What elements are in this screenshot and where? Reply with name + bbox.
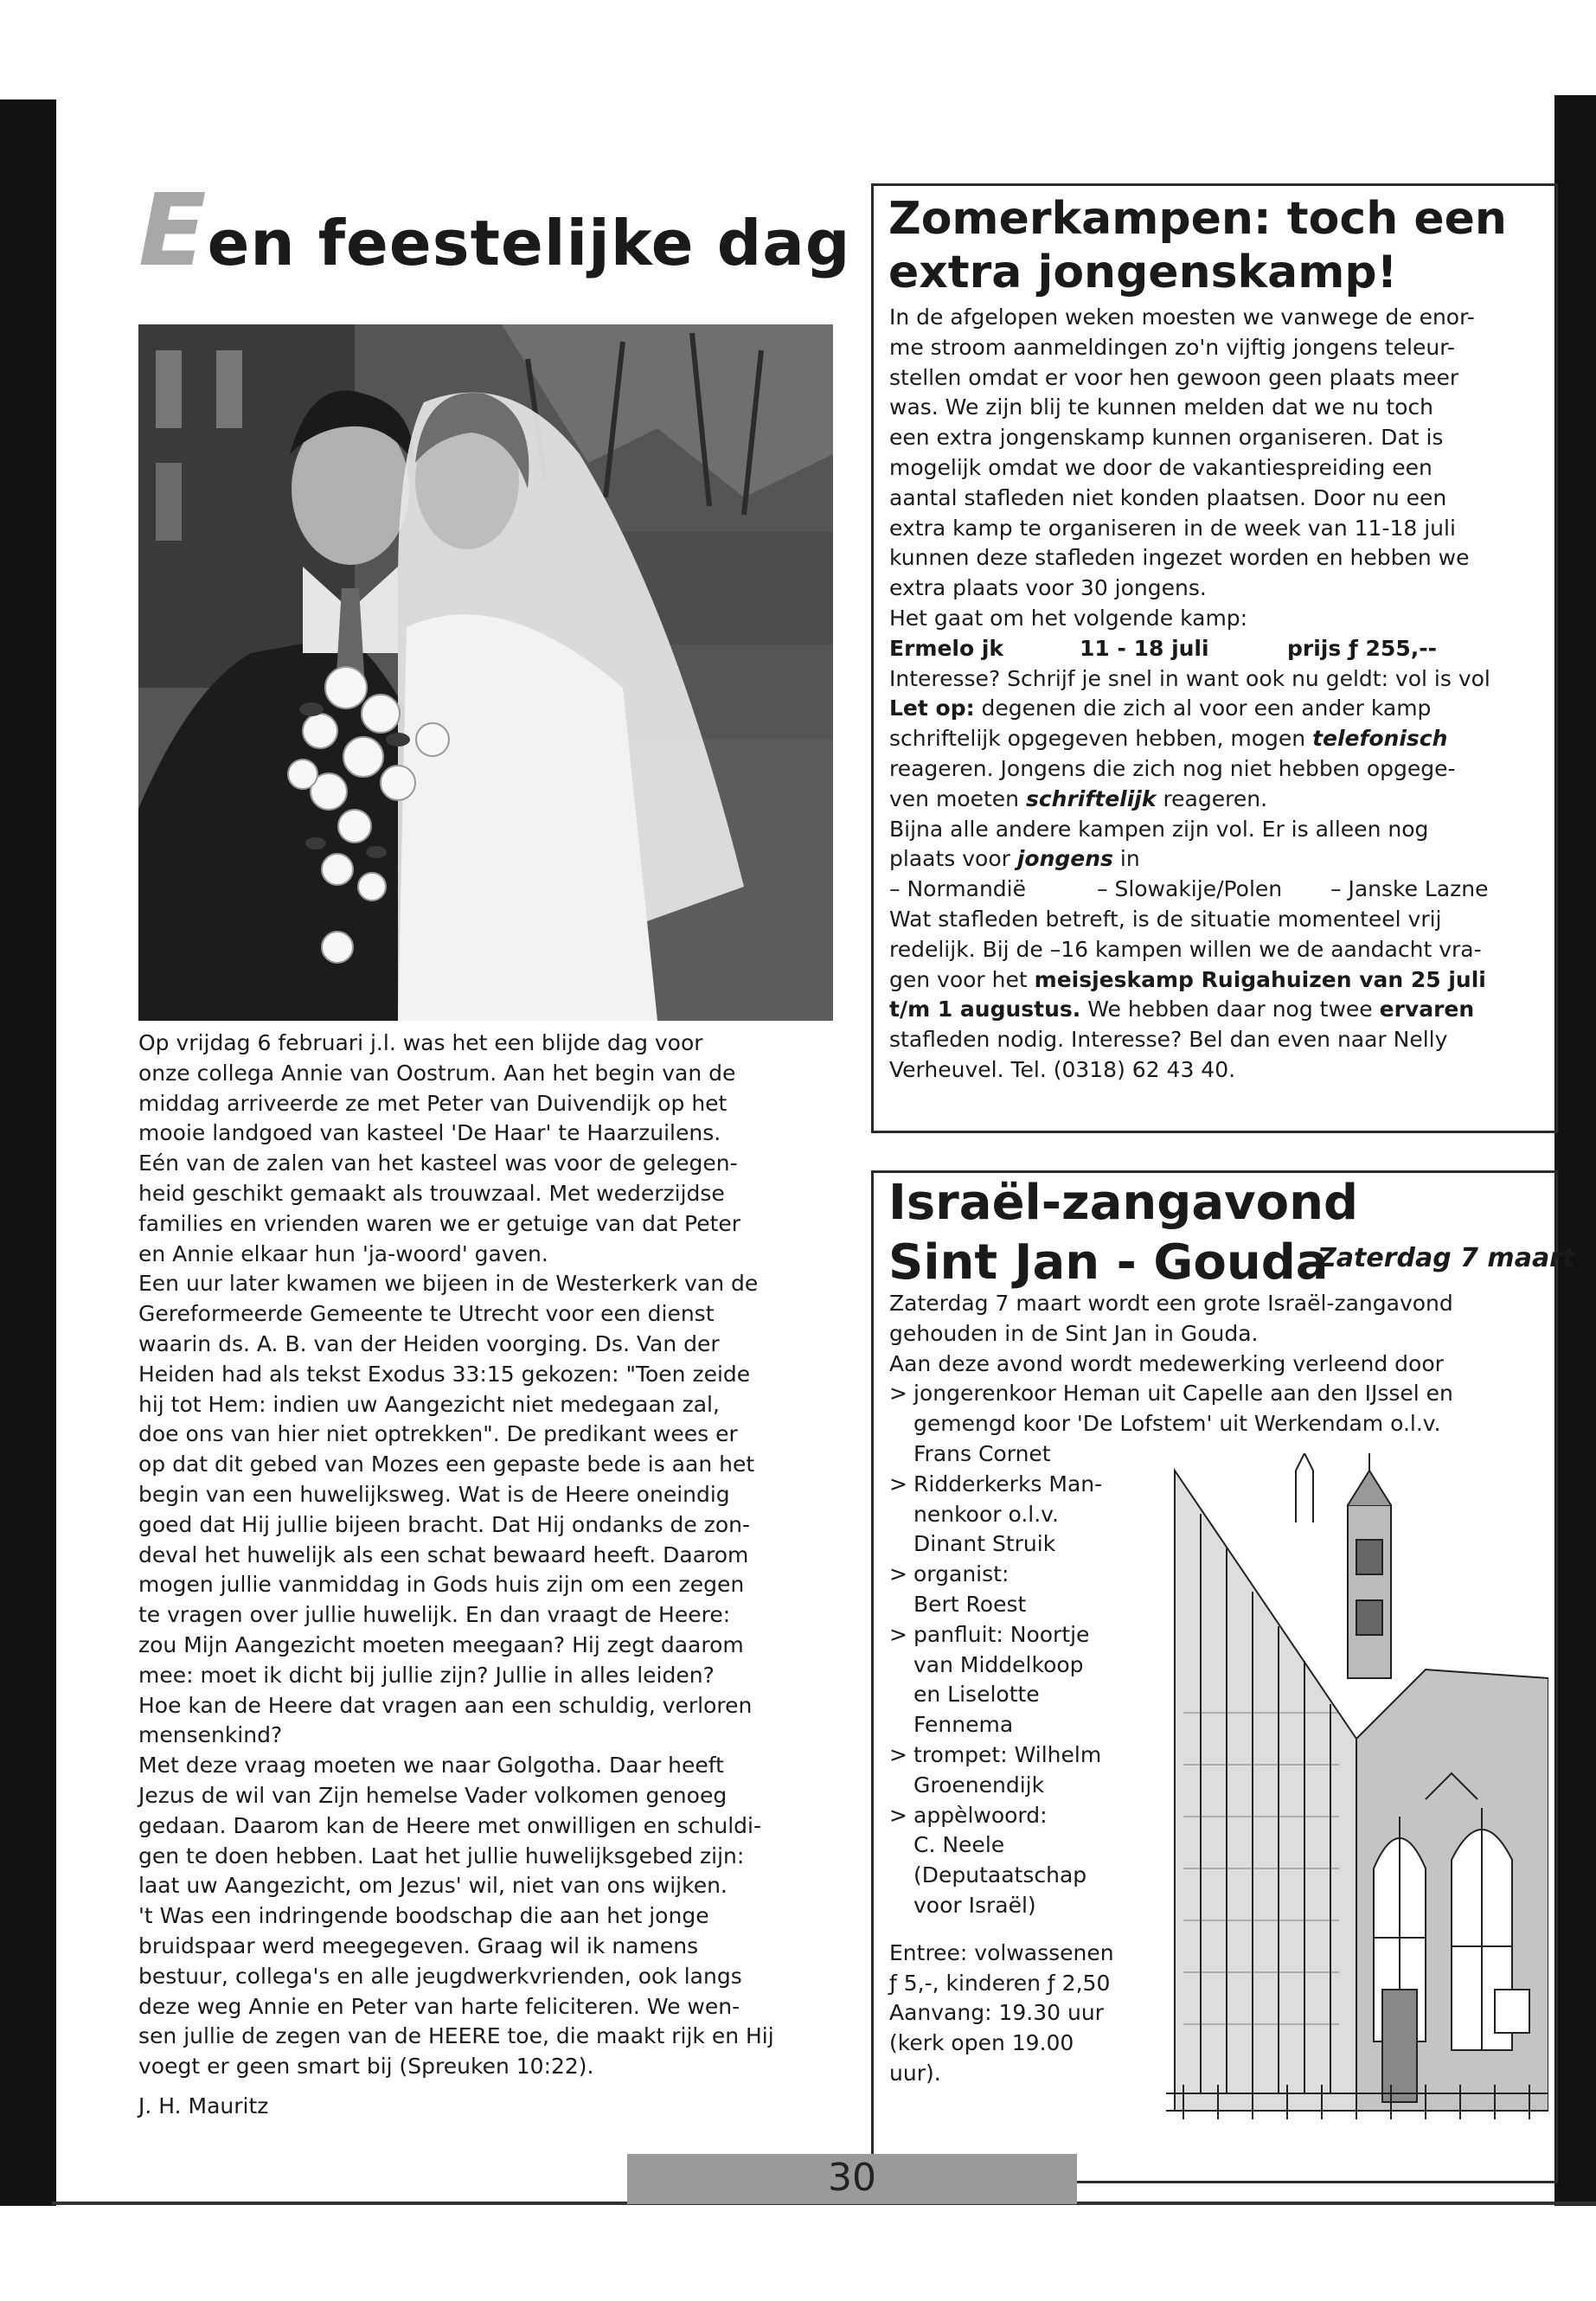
staff-line2: redelijk. Bij de –16 kampen willen we de aandacht vra- — [889, 936, 1482, 962]
body-line: middag arriveerde ze met Peter van Duivendijk op het — [138, 1090, 727, 1116]
body-line: begin van een huwelijksweg. Wat is de Heere oneindig — [138, 1481, 730, 1507]
list-marker: > — [889, 1471, 907, 1497]
body-line: families en vrienden waren we er getuige van dat Peter — [138, 1210, 741, 1236]
zomerkampen-title-line1: Zomerkampen: toch een — [888, 193, 1507, 245]
body-line: aantal stafleden niet konden plaatsen. Door nu een — [889, 484, 1447, 510]
letop-line3: reageren. Jongens die zich nog niet hebben opgege- — [889, 755, 1456, 781]
body-line: mogelijk omdat we door de vakantiespreiding een — [889, 454, 1433, 480]
body-line: Gereformeerde Gemeente te Utrecht voor een dienst — [138, 1301, 715, 1327]
interest-line: Interesse? Schrijf je snel in want ook nu geldt: vol is vol — [889, 665, 1490, 691]
full-line2 — [889, 844, 1490, 875]
zomerkampen-title-line2: extra jongenskamp! — [888, 247, 1398, 298]
camp-list-item: – Slowakije/Polen — [1097, 876, 1283, 902]
camp-price: prijs ƒ 255,-- — [1287, 635, 1437, 661]
staff-line6: Verheuvel. Tel. (0318) 62 43 40. — [889, 1056, 1236, 1082]
staff-line4b: We hebben daar nog twee — [1080, 997, 1380, 1022]
body-line: stellen omdat er voor hen gewoon geen plaats meer — [889, 364, 1459, 390]
letop-label: Let op: — [889, 695, 975, 721]
israel-title-line2: Sint Jan - Gouda — [888, 1234, 1329, 1291]
performer-line: Bert Roest — [913, 1591, 1027, 1617]
staff-line4a: t/m 1 augustus. — [889, 997, 1081, 1022]
staff-line3 — [889, 965, 1490, 996]
performer-line: Fennema — [913, 1712, 1014, 1738]
body-line: waarin ds. A. B. van der Heiden voorging. Ds. Van der — [138, 1330, 720, 1356]
body-line: goed dat Hij jullie bijeen bracht. Dat Hij ondanks de zon- — [138, 1511, 751, 1537]
body-line: mensenkind? — [138, 1722, 283, 1748]
body-line: gehouden in de Sint Jan in Gouda. — [889, 1320, 1259, 1346]
title-initial: E — [138, 173, 208, 289]
performer-line: organist: — [913, 1561, 1010, 1587]
body-line: mooie landgoed van kasteel 'De Haar' te Haarzuilens. — [138, 1120, 721, 1146]
body-line: Hoe kan de Heere dat vragen aan een schuldig, verloren — [138, 1692, 753, 1718]
performer-line: Dinant Struik — [913, 1531, 1056, 1557]
scan-border-right — [1554, 95, 1596, 2206]
staff-line1: Wat stafleden betreft, is de situatie momenteel vrij — [889, 906, 1442, 932]
body-line: 't Was een indringende boodschap die aan het jonge — [138, 1903, 709, 1929]
performer-line: panfluit: Noortje — [913, 1621, 1090, 1647]
body-line: zou Mijn Aangezicht moeten meegaan? Hij zegt daarom — [138, 1631, 744, 1657]
letop-line4b: schriftelijk — [1025, 785, 1157, 811]
letop-line2 — [889, 724, 1490, 754]
body-line: een extra jongenskamp kunnen organiseren. Dat is — [889, 425, 1444, 451]
body-line: Het gaat om het volgende kamp: — [889, 605, 1248, 631]
letop-line1 — [889, 694, 1490, 724]
body-line: te vragen over jullie huwelijk. En dan vraagt de Heere: — [138, 1602, 731, 1628]
staff-line5: stafleden nodig. Interesse? Bel dan even naar Nelly — [889, 1027, 1448, 1053]
article-body — [138, 1029, 774, 2082]
zomerkampen-body — [889, 303, 1490, 1086]
body-line: extra kamp te organiseren in de week van 11-18 juli — [889, 515, 1456, 541]
israel-title-line1: Israël-zangavond — [888, 1175, 1359, 1231]
body-line: doe ons van hier niet optrekken". De predikant wees er — [138, 1421, 738, 1447]
list-marker: > — [889, 1802, 907, 1828]
body-line: voegt er geen smart bij (Spreuken 10:22). — [138, 2054, 594, 2080]
body-line: extra plaats voor 30 jongens. — [889, 575, 1207, 601]
camp-list-item: – Janske Lazne — [1330, 876, 1489, 902]
list-marker: > — [889, 1621, 907, 1647]
performer-line: appèlwoord: — [913, 1802, 1048, 1828]
performer-line: trompet: Wilhelm — [913, 1741, 1102, 1767]
performer-line: C. Neele — [913, 1832, 1005, 1858]
body-line: op dat dit gebed van Mozes een gepaste bede is aan het — [138, 1452, 755, 1477]
performer-line: Ridderkerks Man- — [913, 1471, 1103, 1497]
body-line: bestuur, collega's en alle jeugdwerkvrienden, ook langs — [138, 1963, 742, 1989]
israel-date-tag: Zaterdag 7 maart — [1317, 1243, 1575, 1273]
staff-line3a: gen voor het — [889, 966, 1035, 992]
list-marker: > — [889, 1381, 907, 1407]
camp-dates: 11 - 18 juli — [1080, 635, 1209, 661]
title-rest: en feestelijke dag — [207, 207, 851, 279]
staff-line4 — [889, 995, 1490, 1025]
body-line: Met deze vraag moeten we naar Golgotha. Daar heeft — [138, 1753, 724, 1779]
body-line: mogen jullie vanmiddag in Gods huis zijn om een zegen — [138, 1572, 745, 1598]
performer-line: (Deputaatschap — [913, 1862, 1087, 1888]
scan-border-left — [0, 99, 56, 2206]
letop-line4a: ven moeten — [889, 785, 1026, 811]
letop-line2a: schriftelijk opgegeven hebben, mogen — [889, 726, 1313, 752]
staff-line4c: ervaren — [1379, 997, 1475, 1022]
performer-line: van Middelkoop — [913, 1651, 1084, 1677]
body-line: Heiden had als tekst Exodus 33:15 gekozen: "Toen zeide — [138, 1361, 751, 1387]
entry-line: ƒ 5,-, kinderen ƒ 2,50 — [889, 1970, 1111, 1996]
staff-line3b: meisjeskamp Ruigahuizen van 25 juli — [1034, 966, 1486, 992]
camp-list-item: – Normandië — [889, 876, 1026, 902]
full-line1: Bijna alle andere kampen zijn vol. Er is alleen nog — [889, 816, 1429, 842]
body-line: In de afgelopen weken moesten we vanwege de enor- — [889, 304, 1475, 330]
full-line2b: jongens — [1016, 846, 1113, 872]
body-line: Jezus de wil van Zijn hemelse Vader volkomen genoeg — [138, 1782, 727, 1808]
performer-line: gemengd koor 'De Lofstem' uit Werkendam o.l.v. — [913, 1411, 1441, 1437]
body-line: onze collega Annie van Oostrum. Aan het begin van de — [138, 1060, 736, 1086]
list-marker: > — [889, 1741, 907, 1767]
body-line: Eén van de zalen van het kasteel was voor de gelegen- — [138, 1150, 738, 1176]
performer-line: en Liselotte — [913, 1682, 1040, 1708]
body-line: heid geschikt gemaakt als trouwzaal. Met wederzijdse — [138, 1180, 725, 1206]
entry-line: uur). — [889, 2060, 941, 2086]
camp-name: Ermelo jk — [889, 635, 1004, 661]
body-line: mee: moet ik dicht bij jullie zijn? Jullie in alles leiden? — [138, 1662, 715, 1688]
letop-rest: degenen die zich al voor een ander kamp — [974, 695, 1432, 721]
wedding-photo — [138, 324, 833, 1021]
performer-line: jongerenkoor Heman uit Capelle aan den IJssel en — [913, 1381, 1453, 1407]
body-line: gen te doen hebben. Laat het jullie huwelijksgebed zijn: — [138, 1843, 745, 1868]
body-line: Zaterdag 7 maart wordt een grote Israël-zangavond — [889, 1291, 1453, 1316]
full-line2a: plaats voor — [889, 846, 1017, 872]
body-line: en Annie elkaar hun 'ja-woord' gaven. — [138, 1240, 548, 1266]
full-line2c: in — [1112, 846, 1140, 872]
body-line: deval het huwelijk als een schat bewaard heeft. Daarom — [138, 1541, 749, 1567]
camp-row — [889, 634, 1490, 664]
letop-line4 — [889, 785, 1490, 815]
entry-line: Aanvang: 19.30 uur — [889, 2000, 1104, 2026]
body-line: hij tot Hem: indien uw Aangezicht niet medegaan zal, — [138, 1391, 720, 1417]
performer-line: Frans Cornet — [913, 1440, 1051, 1466]
performer-line: Groenendijk — [913, 1772, 1045, 1798]
body-line: Op vrijdag 6 februari j.l. was het een blijde dag voor — [138, 1030, 703, 1055]
zomerkampen-title — [888, 192, 1507, 299]
body-line: bruidspaar werd meegegeven. Graag wil ik namens — [138, 1932, 699, 1958]
entry-line: (kerk open 19.00 — [889, 2030, 1074, 2056]
body-line: deze weg Annie en Peter van harte feliciteren. We wen- — [138, 1993, 740, 2019]
body-line: Een uur later kwamen we bijeen in de Westerkerk van de — [138, 1271, 759, 1297]
article-signature: J. H. Mauritz — [138, 2093, 269, 2118]
body-line: me stroom aanmeldingen zo'n vijftig jongens teleur- — [889, 334, 1455, 360]
letop-line2b: telefonisch — [1312, 726, 1448, 752]
body-line: kunnen deze stafleden ingezet worden en hebben we — [889, 545, 1470, 571]
page-number: 30 — [828, 2156, 876, 2200]
article-title — [138, 173, 851, 289]
body-line: laat uw Aangezicht, om Jezus' wil, niet van ons wijken. — [138, 1873, 727, 1899]
performer-line: voor Israël) — [913, 1892, 1036, 1918]
camp-list — [889, 875, 1490, 905]
body-line: sen jullie de zegen van de HEERE toe, die maakt rijk en Hij — [138, 2023, 774, 2049]
body-line: Aan deze avond wordt medewerking verleend door — [889, 1350, 1444, 1376]
performer-line: nenkoor o.l.v. — [913, 1501, 1059, 1527]
body-line: gedaan. Daarom kan de Heere met onwilligen en schuldi- — [138, 1812, 761, 1838]
body-line: was. We zijn blij te kunnen melden dat we nu toch — [889, 394, 1434, 420]
church-drawing — [1166, 1453, 1548, 2119]
letop-line4c: reageren. — [1156, 785, 1268, 811]
list-marker: > — [889, 1561, 907, 1587]
entry-line: Entree: volwassenen — [889, 1939, 1114, 1965]
